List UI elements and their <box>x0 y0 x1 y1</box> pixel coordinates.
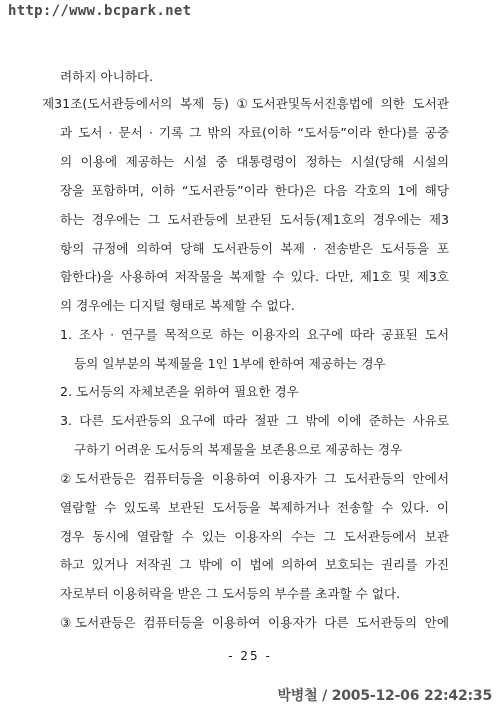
list-item-2: 2. 도서등의 자체보존을 위하여 필요한 경우 <box>60 384 299 399</box>
list-item-1: 1. 조사 · 연구를 목적으로 하는 이용자의 요구에 따라 공표된 도서 <box>60 327 449 342</box>
body-line: 함한다)을 사용하여 저작물을 복제할 수 있다. 다만, 제1호 및 제3호 <box>60 269 449 284</box>
list-item-3: 3. 다른 도서관등의 요구에 따라 절판 그 밖에 이에 준하는 사유로 <box>60 413 449 428</box>
body-line: 의 경우에는 디지털 형태로 복제할 수 없다. <box>60 298 295 313</box>
body-line: 장을 포함하며, 이하 “도서관등”이라 한다)은 다음 각호의 1에 해당 <box>60 183 449 198</box>
body-line: 려하지 아니하다. <box>60 69 154 84</box>
paragraph-3-line: ③도서관등은 컴퓨터등을 이용하여 이용자가 다른 도서관등의 안에 <box>60 615 449 630</box>
paragraph-2-line: 자로부터 이용허락을 받은 그 도서등의 부수를 초과할 수 없다. <box>60 586 401 601</box>
list-item-3-continued: 구하기 어려운 도서등의 복제물을 보존용으로 제공하는 경우 <box>74 442 403 457</box>
paragraph-2-line: ②도서관등은 컴퓨터등을 이용하여 이용자가 그 도서관등의 안에서 <box>60 471 449 486</box>
paragraph-2-line: 열람할 수 있도록 보관된 도서등을 복제하거나 전송할 수 있다. 이 <box>60 500 449 515</box>
paragraph-2-line: 경우 동시에 열람할 수 있는 이용자의 수는 그 도서관등에서 보관 <box>60 529 449 544</box>
body-line: 과 도서 · 문서 · 기록 그 밖의 자료(이하 “도서등”이라 한다)를 공중 <box>60 125 449 140</box>
body-line: 항의 규정에 의하여 당해 도서관등이 복제 · 전송받은 도서등을 포 <box>60 241 449 256</box>
body-line: 제31조(도서관등에서의 복제 등) ①도서관및독서진흥법에 의한 도서관 <box>42 96 449 111</box>
body-line: 하는 경우에는 그 도서관등에 보관된 도서등(제1호의 경우에는 제3 <box>60 212 449 227</box>
paragraph-2-line: 하고 있거나 저작권 그 밖에 이 법에 의하여 보호되는 권리를 가진 <box>60 557 449 572</box>
body-line: 의 이용에 제공하는 시설 중 대통령령이 정하는 시설(당해 시설의 <box>60 154 449 169</box>
author-timestamp-stamp: 박병철 / 2005-12-06 22:42:35 <box>277 688 492 704</box>
page-number: - 25 - <box>228 649 272 663</box>
source-url-header: http://www.bcpark.net <box>8 3 192 19</box>
list-item-1-continued: 등의 일부분의 복제물을 1인 1부에 한하여 제공하는 경우 <box>74 356 386 371</box>
